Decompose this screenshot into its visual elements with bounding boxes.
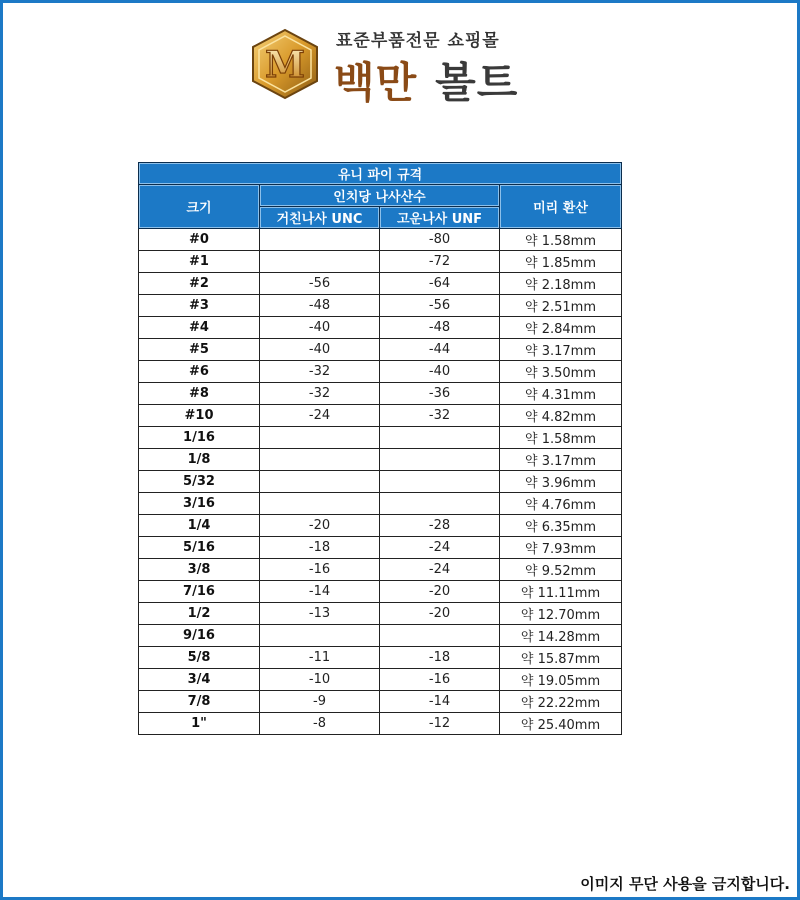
cell-unc: -8	[260, 713, 380, 735]
cell-size: 3/8	[139, 559, 260, 581]
cell-mm: 약 11.11mm	[500, 581, 622, 603]
cell-unf: -16	[380, 669, 500, 691]
cell-unf: -20	[380, 603, 500, 625]
cell-size: 7/16	[139, 581, 260, 603]
table-row	[139, 581, 622, 603]
cell-mm: 약 3.96mm	[500, 471, 622, 493]
cell-mm: 약 3.50mm	[500, 361, 622, 383]
brand-logo	[250, 22, 540, 107]
cell-unf: -56	[380, 295, 500, 317]
cell-mm: 약 4.76mm	[500, 493, 622, 515]
table-row	[139, 383, 622, 405]
cell-unc: -48	[260, 295, 380, 317]
table-row	[139, 273, 622, 295]
cell-unc: -56	[260, 273, 380, 295]
cell-mm: 약 4.31mm	[500, 383, 622, 405]
cell-unf	[380, 625, 500, 647]
cell-unf	[380, 449, 500, 471]
cell-size: 1/16	[139, 427, 260, 449]
logo-tagline: 표준부품전문 쇼핑몰	[336, 31, 500, 51]
cell-mm: 약 25.40mm	[500, 713, 622, 735]
table-row	[139, 229, 622, 251]
cell-size: 5/16	[139, 537, 260, 559]
cell-unf: -36	[380, 383, 500, 405]
cell-size: 3/16	[139, 493, 260, 515]
cell-mm: 약 3.17mm	[500, 449, 622, 471]
copyright-notice: 이미지 무단 사용을 금지합니다.	[580, 875, 790, 893]
cell-unc: -16	[260, 559, 380, 581]
table-row	[139, 647, 622, 669]
cell-unc: -32	[260, 383, 380, 405]
table-row	[139, 515, 622, 537]
cell-unc	[260, 427, 380, 449]
table-row	[139, 471, 622, 493]
cell-unc: -32	[260, 361, 380, 383]
cell-unf	[380, 427, 500, 449]
table-row	[139, 295, 622, 317]
cell-mm: 약 15.87mm	[500, 647, 622, 669]
cell-size: #5	[139, 339, 260, 361]
table-row	[139, 713, 622, 735]
cell-size: 9/16	[139, 625, 260, 647]
cell-unc: -20	[260, 515, 380, 537]
table-row	[139, 339, 622, 361]
cell-mm: 약 14.28mm	[500, 625, 622, 647]
table-title: 유니 파이 규격	[139, 163, 622, 185]
cell-unf: -28	[380, 515, 500, 537]
cell-mm: 약 19.05mm	[500, 669, 622, 691]
cell-size: 7/8	[139, 691, 260, 713]
logo-brand-name	[334, 50, 518, 110]
cell-unc: -13	[260, 603, 380, 625]
cell-unf: -14	[380, 691, 500, 713]
cell-size: #6	[139, 361, 260, 383]
brand-part-1: 백만	[334, 58, 418, 107]
column-header-mm: 미리 환산	[500, 185, 622, 229]
brand-part-2: 볼트	[435, 58, 519, 107]
cell-unf: -48	[380, 317, 500, 339]
cell-unc: -24	[260, 405, 380, 427]
cell-mm: 약 2.18mm	[500, 273, 622, 295]
cell-size: #4	[139, 317, 260, 339]
hexagon-m-emblem-icon	[250, 28, 320, 100]
cell-unf: -64	[380, 273, 500, 295]
cell-unc	[260, 251, 380, 273]
cell-size: 1/8	[139, 449, 260, 471]
cell-unf: -80	[380, 229, 500, 251]
cell-unf: -44	[380, 339, 500, 361]
cell-size: #3	[139, 295, 260, 317]
cell-mm: 약 12.70mm	[500, 603, 622, 625]
cell-size: #8	[139, 383, 260, 405]
cell-unf: -20	[380, 581, 500, 603]
cell-size: #1	[139, 251, 260, 273]
cell-unc: -14	[260, 581, 380, 603]
column-header-unf: 고운나사 UNF	[380, 207, 500, 229]
table-row	[139, 625, 622, 647]
cell-unf	[380, 493, 500, 515]
cell-unf: -72	[380, 251, 500, 273]
cell-unc	[260, 625, 380, 647]
cell-unf: -24	[380, 559, 500, 581]
cell-mm: 약 7.93mm	[500, 537, 622, 559]
cell-size: 1/4	[139, 515, 260, 537]
cell-unf	[380, 471, 500, 493]
table-row	[139, 405, 622, 427]
cell-mm: 약 22.22mm	[500, 691, 622, 713]
column-header-unc: 거친나사 UNC	[260, 207, 380, 229]
cell-unc: -11	[260, 647, 380, 669]
table-row	[139, 449, 622, 471]
svg-text:M: M	[265, 44, 305, 86]
cell-unc: -40	[260, 317, 380, 339]
cell-unc	[260, 493, 380, 515]
cell-size: 5/8	[139, 647, 260, 669]
table-row	[139, 603, 622, 625]
cell-mm: 약 2.84mm	[500, 317, 622, 339]
column-header-size: 크기	[139, 185, 260, 229]
table-row	[139, 559, 622, 581]
table-row	[139, 537, 622, 559]
cell-unf: -12	[380, 713, 500, 735]
cell-mm: 약 4.82mm	[500, 405, 622, 427]
cell-unc: -10	[260, 669, 380, 691]
cell-size: #2	[139, 273, 260, 295]
cell-unc: -18	[260, 537, 380, 559]
cell-mm: 약 1.85mm	[500, 251, 622, 273]
cell-mm: 약 9.52mm	[500, 559, 622, 581]
cell-size: #0	[139, 229, 260, 251]
cell-unc	[260, 471, 380, 493]
table-row	[139, 361, 622, 383]
cell-mm: 약 6.35mm	[500, 515, 622, 537]
table-row	[139, 493, 622, 515]
cell-size: #10	[139, 405, 260, 427]
cell-mm: 약 1.58mm	[500, 427, 622, 449]
table-body	[139, 229, 622, 735]
cell-size: 3/4	[139, 669, 260, 691]
cell-unf: -32	[380, 405, 500, 427]
cell-unc	[260, 229, 380, 251]
table-row	[139, 427, 622, 449]
cell-size: 1/2	[139, 603, 260, 625]
table-row	[139, 317, 622, 339]
cell-size: 5/32	[139, 471, 260, 493]
cell-mm: 약 1.58mm	[500, 229, 622, 251]
column-header-tpi-group: 인치당 나사산수	[260, 185, 500, 207]
cell-unc: -9	[260, 691, 380, 713]
table-row	[139, 669, 622, 691]
table-row	[139, 251, 622, 273]
unified-thread-spec-table	[138, 162, 622, 735]
cell-unf: -24	[380, 537, 500, 559]
cell-unc	[260, 449, 380, 471]
cell-unf: -18	[380, 647, 500, 669]
table-row	[139, 691, 622, 713]
cell-unc: -40	[260, 339, 380, 361]
cell-mm: 약 2.51mm	[500, 295, 622, 317]
cell-size: 1"	[139, 713, 260, 735]
cell-unf: -40	[380, 361, 500, 383]
cell-mm: 약 3.17mm	[500, 339, 622, 361]
